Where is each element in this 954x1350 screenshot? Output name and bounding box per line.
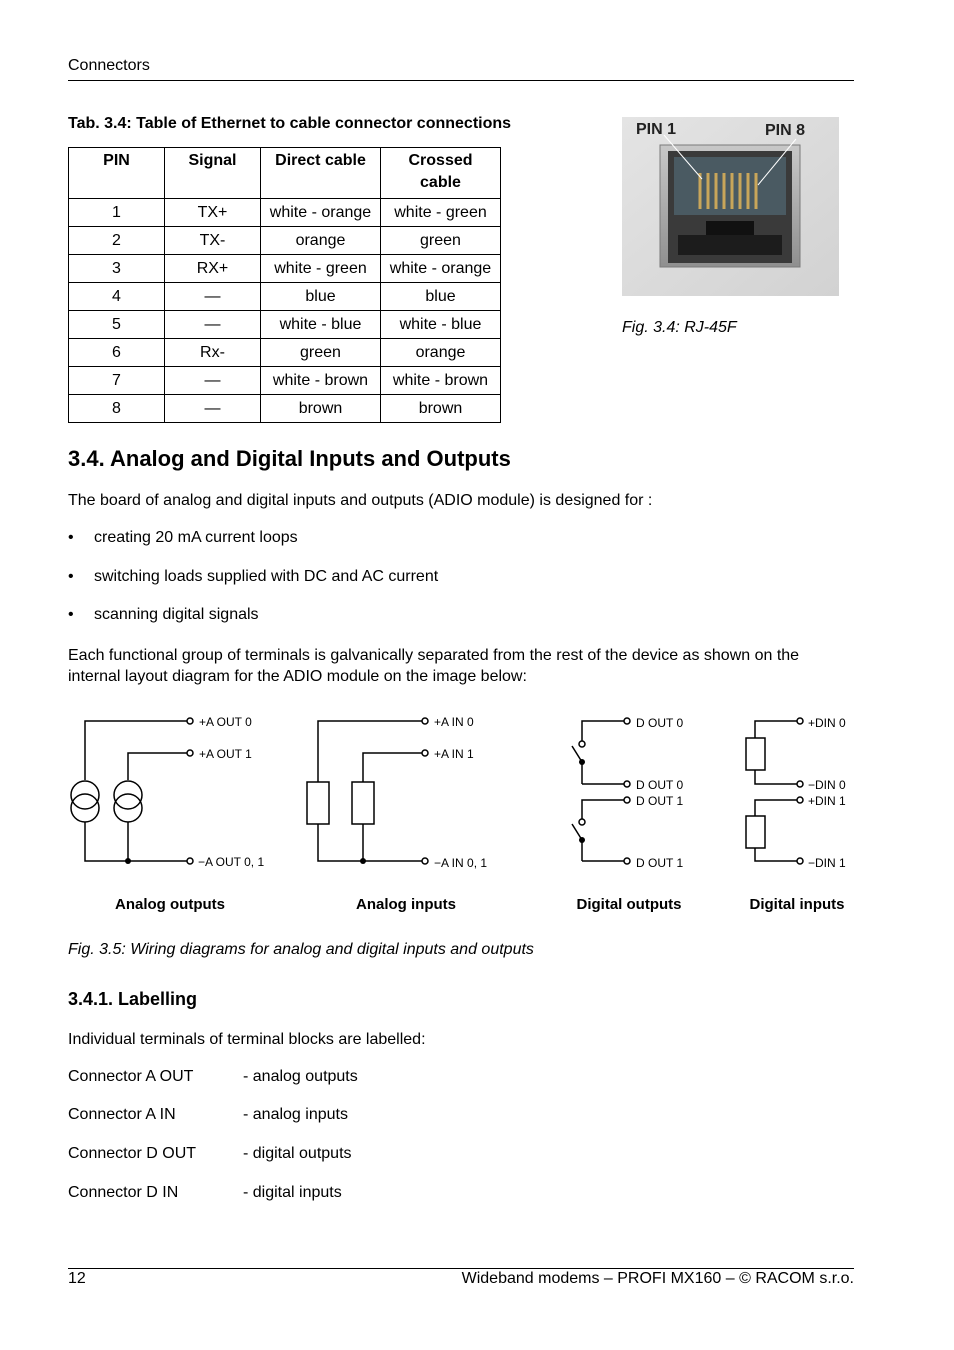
column-header: Crossed cable <box>381 148 501 199</box>
rj45-photo <box>622 117 839 296</box>
terminal-icon <box>624 797 630 803</box>
terminal-label: D OUT 0 <box>636 716 684 730</box>
terminal-label: +DIN 0 <box>808 716 846 730</box>
table-header-row <box>69 148 501 199</box>
terminal-icon <box>624 781 630 787</box>
diagram-caption: Fig. 3.5: Wiring diagrams for analog and digital inputs and outputs <box>68 941 534 958</box>
table-cell: TX+ <box>165 199 261 227</box>
photo-caption: Fig. 3.4: RJ-45F <box>622 319 737 336</box>
table-cell: — <box>165 395 261 423</box>
connector-description: - analog outputs <box>243 1068 358 1085</box>
digital-inputs-circuit <box>746 721 800 861</box>
table-cell: white - green <box>381 199 501 227</box>
ethernet-connections-table <box>68 147 501 423</box>
page-number: 12 <box>68 1270 86 1287</box>
terminal-label: +A OUT 1 <box>199 747 252 761</box>
table-row <box>69 199 501 227</box>
footer-rule <box>68 1268 854 1269</box>
table-cell: — <box>165 367 261 395</box>
connector-name: Connector A OUT <box>68 1068 194 1085</box>
table-cell: — <box>165 283 261 311</box>
intro-paragraph: The board of analog and digital inputs and outputs (ADIO module) is designed for : <box>68 492 653 509</box>
terminal-icon <box>187 718 193 724</box>
bullet-item: • creating 20 mA current loops <box>68 529 298 546</box>
table-cell: 8 <box>69 395 165 423</box>
terminal-label: D OUT 1 <box>636 856 684 870</box>
table-cell: 7 <box>69 367 165 395</box>
table-cell: 5 <box>69 311 165 339</box>
table-cell: — <box>165 311 261 339</box>
switch-contact-icon <box>579 819 585 825</box>
table-row <box>69 395 501 423</box>
table-row <box>69 311 501 339</box>
table-cell: brown <box>381 395 501 423</box>
terminal-label: +A IN 0 <box>434 715 474 729</box>
terminal-label: −A IN 0, 1 <box>434 856 488 870</box>
column-header: PIN <box>69 148 165 199</box>
pin1-label: PIN 1 <box>636 121 677 138</box>
connector-name: Connector D IN <box>68 1184 179 1201</box>
footer-document-title: Wideband modems – PROFI MX160 – © RACOM s.r.o. <box>461 1270 854 1287</box>
terminal-icon <box>422 750 428 756</box>
table-cell: green <box>381 227 501 255</box>
analog-inputs-circuit <box>307 721 425 861</box>
group-title: Analog outputs <box>115 896 225 913</box>
junction-dot <box>360 858 366 864</box>
table-cell: 3 <box>69 255 165 283</box>
table-caption: Tab. 3.4: Table of Ethernet to cable connector connections <box>68 115 512 132</box>
table-cell: brown <box>261 395 381 423</box>
terminal-icon <box>797 781 803 787</box>
bullet-marker: • <box>68 529 74 546</box>
connector-description: - digital outputs <box>243 1145 352 1162</box>
terminal-label: −A OUT 0, 1 <box>198 855 265 869</box>
bullet-marker: • <box>68 568 74 585</box>
table-cell: RX+ <box>165 255 261 283</box>
terminal-label: D OUT 0 <box>636 778 684 792</box>
terminal-label: +A IN 1 <box>434 747 474 761</box>
terminal-icon <box>797 858 803 864</box>
subsection-title: 3.4.1. Labelling <box>68 989 198 1009</box>
bullet-item: • switching loads supplied with DC and AC current <box>68 568 439 585</box>
header-rule <box>68 80 854 81</box>
bullet-item: • scanning digital signals <box>68 606 259 623</box>
terminal-label: D OUT 1 <box>636 794 684 808</box>
section-title: 3.4. Analog and Digital Inputs and Outputs <box>68 446 511 471</box>
group-title: Analog inputs <box>356 896 456 913</box>
terminal-label: +A OUT 0 <box>199 715 252 729</box>
pin8-label: PIN 8 <box>765 122 806 139</box>
table-cell: white - blue <box>261 311 381 339</box>
junction-dot <box>579 759 585 765</box>
wiring-diagram <box>0 700 954 925</box>
terminal-icon <box>422 718 428 724</box>
table-cell: white - brown <box>261 367 381 395</box>
table-cell: white - orange <box>381 255 501 283</box>
table-cell: blue <box>261 283 381 311</box>
table-cell: white - blue <box>381 311 501 339</box>
table-cell: 2 <box>69 227 165 255</box>
junction-dot <box>125 858 131 864</box>
bullet-marker: • <box>68 606 74 623</box>
table-row <box>69 227 501 255</box>
group-title: Digital inputs <box>749 896 845 913</box>
table-cell: orange <box>261 227 381 255</box>
table-cell: TX- <box>165 227 261 255</box>
terminal-icon <box>187 750 193 756</box>
separation-paragraph: Each functional group of terminals is galvanically separated from the rest of the device as shown on the internal layout diagram for the ADIO module on the image below: <box>68 647 800 685</box>
connector-name: Connector D OUT <box>68 1145 197 1162</box>
terminal-label: −DIN 1 <box>808 856 846 870</box>
table-cell: white - green <box>261 255 381 283</box>
connector-name: Connector A IN <box>68 1106 176 1123</box>
terminal-icon <box>624 858 630 864</box>
switch-contact-icon <box>579 741 585 747</box>
table-row <box>69 339 501 367</box>
terminal-icon <box>624 718 630 724</box>
running-header: Connectors <box>68 57 150 74</box>
terminal-label: +DIN 1 <box>808 794 846 808</box>
junction-dot <box>579 837 585 843</box>
labelling-intro: Individual terminals of terminal blocks are labelled: <box>68 1031 426 1048</box>
terminal-label: −DIN 0 <box>808 778 846 792</box>
table-cell: white - orange <box>261 199 381 227</box>
terminal-icon <box>422 858 428 864</box>
terminal-icon <box>187 858 193 864</box>
table-row <box>69 255 501 283</box>
table-cell: green <box>261 339 381 367</box>
table-cell: blue <box>381 283 501 311</box>
analog-outputs-circuit <box>71 721 190 861</box>
table-cell: Rx- <box>165 339 261 367</box>
table-cell: white - brown <box>381 367 501 395</box>
table-cell: 6 <box>69 339 165 367</box>
group-title: Digital outputs <box>576 896 682 913</box>
table-cell: 1 <box>69 199 165 227</box>
terminal-icon <box>797 718 803 724</box>
table-row <box>69 367 501 395</box>
table-cell: orange <box>381 339 501 367</box>
terminal-icon <box>797 797 803 803</box>
column-header: Signal <box>165 148 261 199</box>
connector-description: - digital inputs <box>243 1184 342 1201</box>
column-header: Direct cable <box>261 148 381 199</box>
table-row <box>69 283 501 311</box>
table-cell: 4 <box>69 283 165 311</box>
connector-description: - analog inputs <box>243 1106 348 1123</box>
